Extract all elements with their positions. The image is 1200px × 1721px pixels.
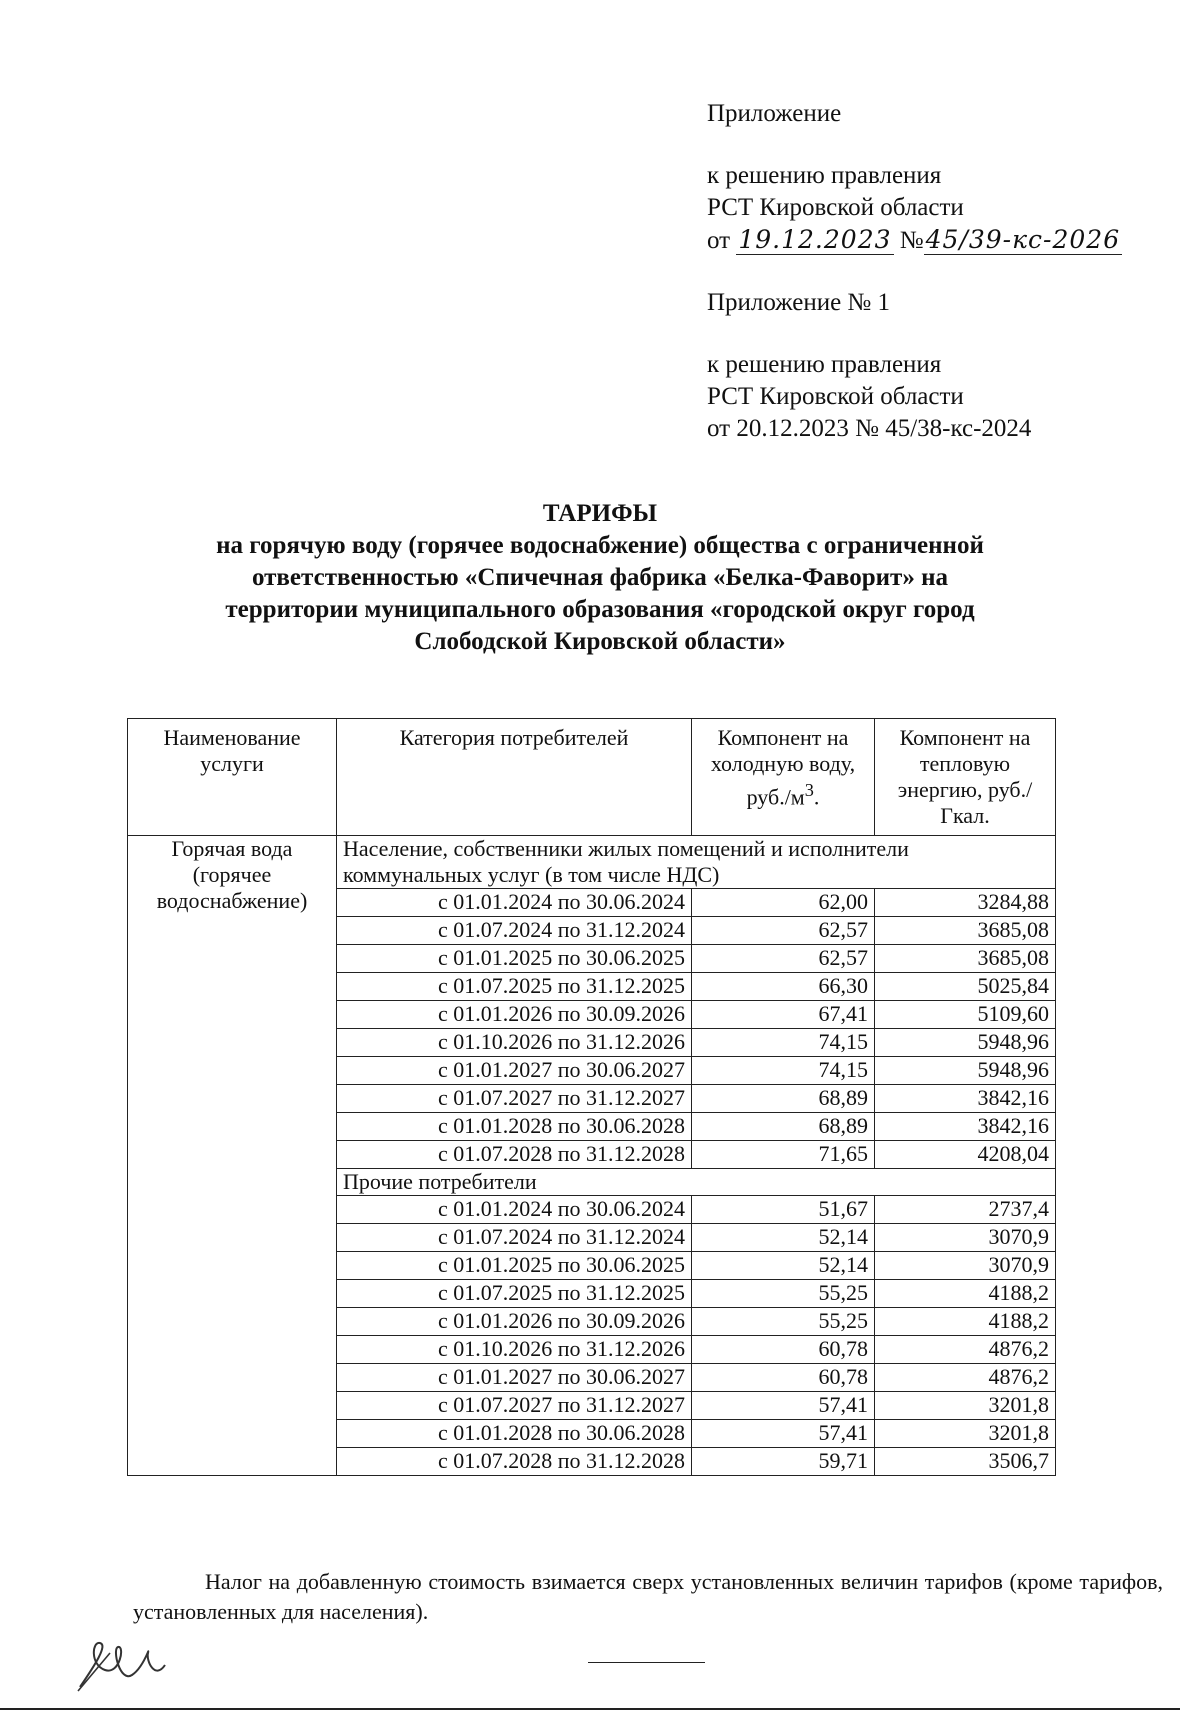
tariffs-table (127, 718, 1056, 1476)
heat-cell: 3070,9 (875, 1252, 1056, 1280)
period-cell: с 01.01.2028 по 30.06.2028 (337, 1420, 692, 1448)
page-bottom-rule (0, 1708, 1180, 1710)
cold-water-cell: 59,71 (692, 1448, 875, 1476)
consumer-group-label: Прочие потребители (337, 1169, 1056, 1196)
appendix-label: Приложение (707, 100, 842, 127)
handwritten-date: 19.12.2023 (738, 225, 892, 254)
cold-water-cell: 52,14 (692, 1252, 875, 1280)
heat-cell: 3842,16 (875, 1085, 1056, 1113)
heat-cell: 2737,4 (875, 1196, 1056, 1224)
cold-water-cell: 57,41 (692, 1420, 875, 1448)
heat-cell: 3201,8 (875, 1420, 1056, 1448)
authority-text: РСТ Кировской области (707, 194, 964, 221)
cold-water-cell: 52,14 (692, 1224, 875, 1252)
to-decision-text: к решению правления (707, 162, 942, 189)
title-line: ответственностью «Спичечная фабрика «Белка-Фаворит» на (251, 564, 948, 591)
title-line: на горячую воду (горячее водоснабжение) общества с ограниченной (216, 532, 984, 559)
cold-water-cell: 74,15 (692, 1029, 875, 1057)
heat-cell: 4876,2 (875, 1336, 1056, 1364)
cold-water-cell: 62,57 (692, 917, 875, 945)
period-cell: с 01.01.2024 по 30.06.2024 (337, 1196, 692, 1224)
period-cell: с 01.01.2027 по 30.06.2027 (337, 1364, 692, 1392)
heat-cell: 3685,08 (875, 917, 1056, 945)
title-heading: ТАРИФЫ (542, 500, 658, 527)
table-header-row (128, 719, 1056, 836)
header-category: Категория потребителей (337, 719, 692, 836)
header-cold-water-tail: . (813, 784, 820, 810)
decision-ref-1 (707, 160, 1122, 257)
period-cell: с 01.07.2027 по 31.12.2027 (337, 1392, 692, 1420)
cold-water-cell: 68,89 (692, 1113, 875, 1141)
header-cold-water (692, 719, 875, 836)
heat-cell: 5948,96 (875, 1029, 1056, 1057)
heat-cell: 4188,2 (875, 1308, 1056, 1336)
period-cell: с 01.10.2026 по 31.12.2026 (337, 1336, 692, 1364)
title-line: Слободской Кировской области» (414, 628, 786, 655)
period-cell: с 01.07.2028 по 31.12.2028 (337, 1141, 692, 1169)
period-cell: с 01.01.2024 по 30.06.2024 (337, 889, 692, 917)
period-cell: с 01.01.2025 по 30.06.2025 (337, 1252, 692, 1280)
heat-cell: 4208,04 (875, 1141, 1056, 1169)
handwritten-number: 45/39-кс-2026 (925, 225, 1121, 254)
handwritten-date-line (707, 224, 1122, 257)
heat-cell: 4188,2 (875, 1280, 1056, 1308)
period-cell: с 01.01.2027 по 30.06.2027 (337, 1057, 692, 1085)
period-cell: с 01.01.2026 по 30.09.2026 (337, 1001, 692, 1029)
cold-water-cell: 74,15 (692, 1057, 875, 1085)
cold-water-cell: 62,00 (692, 889, 875, 917)
cold-water-cell: 62,57 (692, 945, 875, 973)
appendix-no-label: Приложение № 1 (707, 289, 891, 316)
consumer-group-label: Население, собственники жилых помещений и исполнители коммунальных услуг (в том числе НДС) (337, 836, 1056, 889)
header-heat: Компонент на тепловую энергию, руб./Гкал. (875, 719, 1056, 836)
period-cell: с 01.07.2024 по 31.12.2024 (337, 1224, 692, 1252)
heat-cell: 5025,84 (875, 973, 1056, 1001)
header-service: Наименование услуги (128, 719, 337, 836)
authority-text-2: РСТ Кировской области (707, 383, 964, 410)
period-cell: с 01.07.2025 по 31.12.2025 (337, 973, 692, 1001)
header-cold-water-text: Компонент на холодную воду, руб./м (710, 725, 856, 810)
period-cell: с 01.07.2025 по 31.12.2025 (337, 1280, 692, 1308)
cold-water-cell: 60,78 (692, 1364, 875, 1392)
dated-line: от 20.12.2023 № 45/38-кс-2024 (707, 415, 1032, 442)
period-cell: с 01.07.2028 по 31.12.2028 (337, 1448, 692, 1476)
cold-water-cell: 55,25 (692, 1280, 875, 1308)
decision-ref-2 (707, 349, 1031, 445)
heat-cell: 3685,08 (875, 945, 1056, 973)
period-cell: с 01.01.2028 по 30.06.2028 (337, 1113, 692, 1141)
heat-cell: 3842,16 (875, 1113, 1056, 1141)
signature-mark (70, 1625, 190, 1695)
heat-cell: 5948,96 (875, 1057, 1056, 1085)
cold-water-cell: 68,89 (692, 1085, 875, 1113)
period-cell: с 01.01.2026 по 30.09.2026 (337, 1308, 692, 1336)
header-block (707, 98, 841, 130)
heat-cell: 3284,88 (875, 889, 1056, 917)
number-sign: № (899, 227, 924, 254)
cold-water-cell: 55,25 (692, 1308, 875, 1336)
heat-cell: 3201,8 (875, 1392, 1056, 1420)
period-cell: с 01.07.2024 по 31.12.2024 (337, 917, 692, 945)
cold-water-cell: 71,65 (692, 1141, 875, 1169)
heat-cell: 4876,2 (875, 1364, 1056, 1392)
heat-cell: 3070,9 (875, 1224, 1056, 1252)
group-row (128, 836, 1056, 889)
to-decision-text-2: к решению правления (707, 351, 942, 378)
cold-water-cell: 51,67 (692, 1196, 875, 1224)
cold-water-cell: 60,78 (692, 1336, 875, 1364)
period-cell: с 01.07.2027 по 31.12.2027 (337, 1085, 692, 1113)
heat-cell: 5109,60 (875, 1001, 1056, 1029)
end-rule (588, 1662, 705, 1663)
vat-note: Налог на добавленную стоимость взимается сверх установленных величин тарифов (кроме тарифов, установленных для населения). (133, 1569, 1163, 1624)
heat-cell: 3506,7 (875, 1448, 1056, 1476)
service-name-cell: Горячая вода (горячее водоснабжение) (128, 836, 337, 1476)
period-cell: с 01.10.2026 по 31.12.2026 (337, 1029, 692, 1057)
from-prefix: от (707, 227, 731, 254)
cold-water-cell: 57,41 (692, 1392, 875, 1420)
document-title (100, 498, 1100, 658)
title-line: территории муниципального образования «городской округ город (225, 596, 975, 623)
period-cell: с 01.01.2025 по 30.06.2025 (337, 945, 692, 973)
header-cold-water-sup: 3 (804, 780, 814, 800)
cold-water-cell: 67,41 (692, 1001, 875, 1029)
cold-water-cell: 66,30 (692, 973, 875, 1001)
